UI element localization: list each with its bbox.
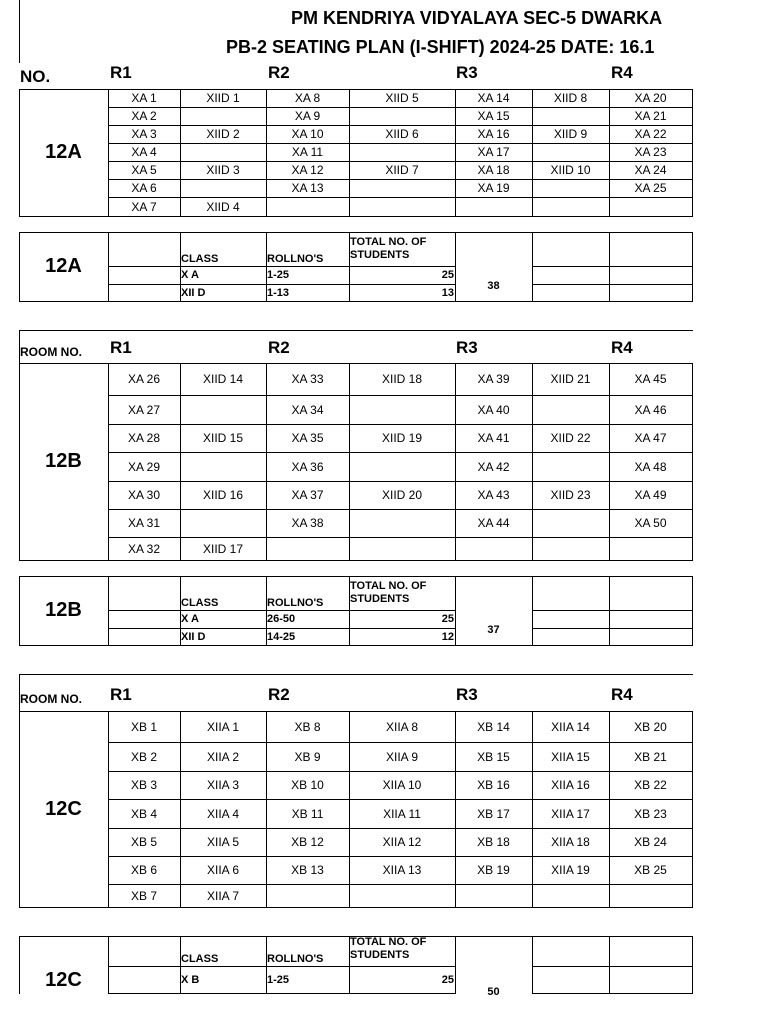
summary-rollnos: 1-13	[267, 286, 290, 299]
seat-cell: XA 39	[477, 372, 510, 386]
seat-cell	[349, 395, 455, 424]
grid-line	[532, 993, 693, 994]
seat-cell	[609, 537, 692, 560]
grid-line	[609, 232, 610, 302]
seat-cell: XB 21	[634, 749, 667, 764]
seat-cell: XIIA 3	[206, 778, 240, 792]
school-title: PM KENDRIYA VIDYALAYA SEC-5 DWARKA	[291, 8, 663, 28]
total-students-header: TOTAL NO. OF STUDENTS	[350, 580, 427, 605]
seat-cell: XIID 14	[202, 372, 244, 386]
row-header-r1: R1	[110, 685, 132, 704]
seat-cell	[532, 509, 609, 537]
grid-line	[19, 330, 693, 331]
seat-cell	[349, 107, 455, 125]
summary-count: 13	[441, 286, 454, 299]
seat-cell: XIID 8	[553, 91, 588, 105]
row-header-r3: R3	[456, 685, 478, 704]
summary-room-label: 12C	[45, 968, 82, 991]
seat-cell: XA 25	[634, 181, 667, 195]
seat-cell: XB 8	[294, 719, 321, 734]
seat-cell: XIID 23	[550, 488, 591, 502]
seat-cell: XA 35	[291, 431, 324, 445]
grid-line	[532, 628, 693, 629]
seat-cell: XIID 9	[553, 127, 588, 141]
seat-cell: XIIA 13	[382, 863, 422, 877]
seat-cell: XA 50	[634, 516, 667, 530]
row-header-r4: R4	[611, 63, 633, 82]
grid-line	[532, 966, 693, 967]
class-column-header: CLASS	[181, 253, 219, 265]
seat-cell: XB 5	[130, 835, 157, 849]
seat-cell	[532, 884, 609, 907]
seat-cell: XIID 15	[202, 431, 244, 445]
summary-total: 38	[487, 279, 500, 292]
seat-cell	[266, 197, 349, 216]
seat-cell	[455, 884, 532, 907]
seat-cell: XA 17	[477, 145, 510, 159]
seat-cell: XIIA 1	[206, 719, 240, 734]
seat-cell: XIIA 17	[551, 806, 590, 821]
summary-rollnos: 14-25	[267, 630, 296, 643]
seat-cell: XB 1	[130, 719, 157, 734]
seat-cell: XIID 4	[206, 199, 240, 214]
grid-line	[692, 363, 693, 561]
seat-cell: XA 38	[291, 516, 324, 530]
row-header-r2: R2	[268, 338, 290, 357]
grid-line	[609, 936, 610, 994]
grid-line	[692, 711, 693, 908]
seat-cell: XB 16	[477, 778, 510, 792]
room-number-header: NO.	[20, 67, 51, 86]
seat-cell: XB 17	[477, 806, 510, 821]
seat-cell: XB 6	[130, 863, 157, 877]
seat-cell: XIIA 9	[385, 749, 419, 764]
seat-cell	[180, 143, 266, 161]
seat-cell: XIIA 19	[551, 863, 590, 877]
grid-line	[532, 232, 533, 302]
row-header-r4: R4	[611, 338, 633, 357]
room-label: 12C	[45, 797, 82, 820]
summary-class: XII D	[181, 630, 206, 643]
seat-cell: XIID 16	[202, 488, 244, 502]
summary-room-label: 12A	[45, 255, 82, 277]
grid-line	[532, 576, 533, 646]
seat-cell: XA 9	[294, 109, 321, 123]
seat-cell: XA 7	[131, 199, 157, 214]
seat-cell: XB 12	[291, 835, 324, 849]
seat-cell: XA 45	[634, 372, 667, 386]
seat-cell: XA 15	[477, 109, 510, 123]
grid-line	[108, 576, 109, 646]
seat-cell: XA 5	[131, 163, 157, 177]
seat-cell: XB 11	[291, 806, 324, 821]
seat-cell: XA 32	[127, 541, 161, 556]
seat-cell: XIID 10	[550, 163, 591, 177]
grid-line	[19, 907, 693, 908]
row-header-r3: R3	[456, 63, 478, 82]
seat-cell: XIIA 14	[551, 719, 590, 734]
seat-cell: XA 8	[294, 91, 321, 105]
seat-cell: XB 20	[634, 719, 667, 734]
seat-cell: XIIA 18	[551, 835, 590, 849]
summary-count: 25	[441, 973, 454, 986]
seat-cell	[609, 197, 692, 216]
seat-cell	[349, 179, 455, 197]
seat-cell	[180, 179, 266, 197]
seat-cell: XB 23	[634, 806, 667, 821]
seat-cell: XB 2	[130, 749, 157, 764]
row-header-r4: R4	[611, 685, 633, 704]
seat-cell: XIID 20	[381, 488, 423, 502]
seat-cell: XA 14	[477, 91, 510, 105]
seat-cell: XB 14	[477, 719, 510, 734]
summary-class: X B	[181, 973, 200, 986]
summary-count: 25	[441, 613, 454, 625]
seat-cell	[532, 537, 609, 560]
seat-cell	[532, 143, 609, 161]
seat-cell	[532, 197, 609, 216]
seat-cell	[532, 395, 609, 424]
seat-cell: XB 18	[477, 835, 510, 849]
seat-cell: XB 19	[477, 863, 510, 877]
seat-cell: XIID 2	[206, 127, 240, 141]
seat-cell: XA 42	[477, 459, 510, 474]
summary-rollnos: 1-25	[267, 973, 290, 986]
seat-cell	[180, 107, 266, 125]
grid-line	[692, 232, 693, 302]
summary-class: X A	[181, 269, 199, 281]
seat-cell: XIIA 8	[385, 719, 419, 734]
seat-cell	[349, 509, 455, 537]
summary-rollnos: 26-50	[267, 613, 296, 625]
seat-cell: XA 10	[291, 127, 324, 141]
seat-cell: XA 47	[634, 431, 667, 445]
seat-cell: XA 29	[127, 459, 161, 474]
class-column-header: CLASS	[181, 953, 219, 965]
seat-cell: XIID 17	[202, 541, 244, 556]
room-number-header: ROOM NO.	[20, 692, 82, 706]
grid-line	[19, 674, 693, 675]
seat-cell	[349, 143, 455, 161]
seat-cell: XA 34	[291, 402, 324, 417]
seat-cell: XA 22	[634, 127, 667, 141]
room-number-header: ROOM NO.	[20, 345, 82, 359]
seat-cell: XA 21	[634, 109, 667, 123]
seat-cell: XIIA 6	[206, 863, 240, 877]
grid-line	[108, 232, 109, 302]
rollno-column-header: ROLLNO'S	[267, 253, 324, 265]
seat-cell: XA 4	[131, 145, 157, 159]
seat-cell	[180, 509, 266, 537]
seat-cell: XIIA 15	[551, 749, 590, 764]
grid-line	[692, 576, 693, 646]
grid-line	[19, 0, 20, 63]
grid-line	[532, 284, 693, 285]
seat-cell: XIID 5	[385, 91, 419, 105]
seat-cell	[349, 884, 455, 907]
seat-cell: XA 44	[477, 516, 510, 530]
grid-line	[692, 936, 693, 994]
seat-cell: XB 22	[634, 778, 667, 792]
seat-cell: XB 15	[477, 749, 510, 764]
seat-cell	[609, 884, 692, 907]
grid-line	[532, 266, 693, 267]
seat-cell: XA 36	[291, 459, 324, 474]
seat-cell	[455, 537, 532, 560]
seat-cell: XB 4	[130, 806, 157, 821]
seat-cell	[180, 452, 266, 481]
seat-cell: XA 2	[131, 109, 157, 123]
seat-cell	[180, 395, 266, 424]
seat-cell: XA 49	[634, 488, 667, 502]
seat-cell: XIID 22	[550, 431, 591, 445]
seat-cell: XA 40	[477, 402, 510, 417]
rollno-column-header: ROLLNO'S	[267, 597, 324, 609]
grid-line	[108, 936, 109, 994]
grid-line	[19, 232, 693, 233]
grid-line	[19, 576, 693, 577]
seat-cell: XA 19	[477, 181, 510, 195]
seat-cell: XA 46	[634, 402, 667, 417]
seat-cell: XA 6	[131, 181, 157, 195]
row-header-r2: R2	[268, 63, 290, 82]
seat-cell: XA 13	[291, 181, 324, 195]
seat-cell: XA 12	[291, 163, 324, 177]
seat-cell: XA 26	[127, 372, 161, 386]
seat-cell: XA 30	[127, 488, 161, 502]
seat-cell: XIIA 16	[551, 778, 590, 792]
grid-line	[692, 89, 693, 217]
seat-cell: XIID 21	[550, 372, 591, 386]
seat-cell	[266, 537, 349, 560]
seat-cell: XIID 6	[385, 127, 419, 141]
seat-cell	[266, 884, 349, 907]
seat-cell: XIIA 4	[206, 806, 240, 821]
seat-cell: XA 1	[131, 91, 157, 105]
summary-class: XII D	[181, 286, 206, 299]
seat-cell: XA 11	[291, 145, 324, 159]
class-column-header: CLASS	[181, 597, 219, 609]
summary-rollnos: 1-25	[267, 269, 290, 281]
grid-line	[108, 993, 456, 994]
grid-line	[532, 610, 693, 611]
seat-cell	[532, 107, 609, 125]
room-label: 12A	[45, 141, 82, 163]
seat-cell: XIIA 2	[206, 749, 240, 764]
seat-cell	[455, 197, 532, 216]
seat-cell: XB 25	[634, 863, 667, 877]
grid-line	[532, 936, 533, 994]
seat-cell: XB 3	[130, 778, 157, 792]
grid-line	[19, 216, 693, 217]
total-students-header: TOTAL NO. OF STUDENTS	[350, 236, 427, 261]
seat-cell: XA 16	[477, 127, 510, 141]
seat-cell: XIIA 7	[206, 888, 240, 903]
summary-total: 37	[487, 623, 500, 636]
summary-room-label: 12B	[45, 599, 82, 621]
room-label: 12B	[45, 450, 82, 472]
seat-cell: XA 33	[291, 372, 324, 386]
seat-cell: XA 43	[477, 488, 510, 502]
seat-cell: XA 3	[131, 127, 157, 141]
seat-cell	[532, 179, 609, 197]
seat-cell: XA 23	[634, 145, 667, 159]
seat-cell: XIID 19	[381, 431, 423, 445]
plan-title: PB-2 SEATING PLAN (I-SHIFT) 2024-25 DATE: 16.1	[226, 37, 655, 57]
seat-cell: XB 13	[291, 863, 324, 877]
grid-line	[532, 301, 693, 302]
seat-cell: XIID 3	[206, 163, 240, 177]
seat-cell	[532, 452, 609, 481]
seat-cell: XA 41	[477, 431, 510, 445]
seat-cell: XB 9	[294, 749, 321, 764]
seat-cell: XIIA 10	[382, 778, 422, 792]
seat-cell: XA 24	[634, 163, 667, 177]
seat-cell: XA 37	[291, 488, 324, 502]
summary-total: 50	[487, 986, 500, 998]
seat-cell: XIID 18	[381, 372, 423, 386]
seat-cell: XB 7	[130, 888, 157, 903]
row-header-r1: R1	[110, 63, 132, 82]
seat-cell: XA 20	[634, 91, 667, 105]
seat-cell	[349, 537, 455, 560]
seat-cell: XA 27	[127, 402, 161, 417]
total-students-header: TOTAL NO. OF STUDENTS	[350, 936, 427, 961]
rollno-column-header: ROLLNO'S	[267, 953, 324, 965]
row-header-r2: R2	[268, 685, 290, 704]
summary-count: 25	[441, 269, 454, 281]
seat-cell: XA 48	[634, 459, 667, 474]
seat-cell: XB 10	[291, 778, 324, 792]
seat-cell: XIID 1	[206, 91, 240, 105]
grid-line	[19, 560, 693, 561]
seat-cell: XIIA 5	[206, 835, 240, 849]
summary-class: X A	[181, 613, 199, 625]
grid-line	[532, 645, 693, 646]
seat-cell	[349, 197, 455, 216]
seat-cell	[349, 452, 455, 481]
seat-cell: XA 31	[127, 516, 161, 530]
seat-cell: XB 24	[634, 835, 667, 849]
grid-line	[609, 576, 610, 646]
summary-count: 12	[441, 630, 454, 643]
seat-cell: XIIA 12	[382, 835, 422, 849]
seat-cell: XIIA 11	[383, 806, 421, 821]
seat-cell: XA 18	[477, 163, 510, 177]
row-header-r3: R3	[456, 338, 478, 357]
seat-cell: XA 28	[127, 431, 161, 445]
seat-cell: XIID 7	[385, 163, 419, 177]
row-header-r1: R1	[110, 338, 132, 357]
